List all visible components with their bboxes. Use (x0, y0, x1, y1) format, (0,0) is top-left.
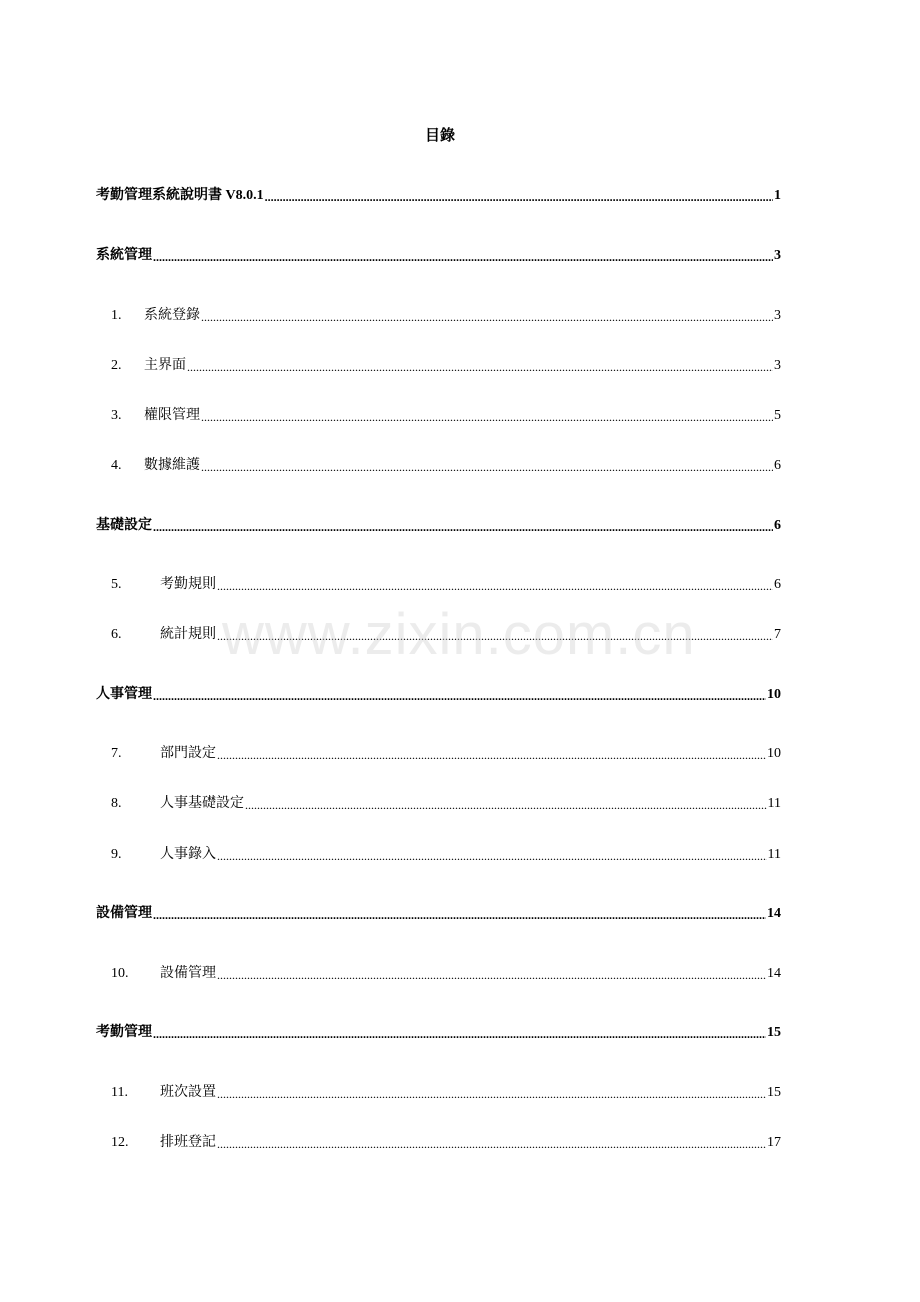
toc-entry[interactable] (96, 246, 781, 266)
toc-entry-page: 3 (774, 358, 781, 373)
watermark: www.zixin.com.cn (222, 602, 696, 667)
toc-entry-number: 7. (111, 746, 122, 761)
toc-leader-dots (217, 625, 773, 645)
toc-entry[interactable] (96, 1023, 781, 1043)
toc-entry-page: 3 (774, 248, 781, 263)
toc-entry-page: 10 (767, 746, 781, 761)
toc-entry-page: 11 (767, 847, 781, 862)
toc-entry-page: 5 (774, 408, 781, 423)
toc-entry-page: 15 (767, 1085, 781, 1100)
toc-leader-dots (153, 516, 773, 536)
toc-entry-page: 3 (774, 308, 781, 323)
toc-entry[interactable] (96, 904, 781, 924)
toc-entry-label: 系統管理 (96, 248, 152, 263)
toc-entry-number: 5. (111, 577, 122, 592)
toc-entry-number: 4. (111, 458, 122, 473)
toc-entry-number: 11. (111, 1085, 128, 1100)
toc-entry-label: 主界面 (144, 358, 186, 373)
toc-leader-dots (201, 456, 773, 476)
toc-subentry[interactable] (96, 1083, 781, 1103)
toc-entry-label: 班次設置 (160, 1085, 216, 1100)
toc-subentry[interactable] (96, 845, 781, 865)
toc-subentry[interactable] (96, 356, 781, 376)
toc-entry-label: 考勤管理 (96, 1025, 152, 1040)
toc-entry-number: 2. (111, 358, 122, 373)
toc-subentry[interactable] (96, 625, 781, 645)
toc-entry-page: 10 (767, 687, 781, 702)
toc-subentry[interactable] (96, 575, 781, 595)
toc-entry-page: 1 (774, 188, 781, 203)
toc-leader-dots (201, 406, 773, 426)
toc-subentry[interactable] (96, 794, 781, 814)
toc-entry-label: 考勤規則 (160, 577, 216, 592)
toc-leader-dots (217, 845, 767, 865)
toc-entry-page: 7 (774, 627, 781, 642)
toc-subentry[interactable] (96, 1133, 781, 1153)
toc-subentry[interactable] (96, 744, 781, 764)
toc-entry-label: 權限管理 (144, 408, 200, 423)
toc-title: 目錄 (424, 128, 455, 144)
toc-entry-label: 統計規則 (160, 627, 216, 642)
toc-entry[interactable] (96, 685, 781, 705)
toc-entry-page: 6 (774, 577, 781, 592)
toc-entry-number: 6. (111, 627, 122, 642)
toc-entry-label: 基礎設定 (96, 518, 152, 533)
toc-leader-dots (153, 1023, 766, 1043)
toc-entry-label: 數據維護 (144, 458, 200, 473)
toc-entry-page: 6 (774, 518, 781, 533)
toc-entry-number: 1. (111, 308, 122, 323)
toc-leader-dots (245, 794, 767, 814)
toc-entry-label: 人事管理 (96, 687, 152, 702)
toc-entry-label: 設備管理 (160, 966, 216, 981)
toc-leader-dots (153, 685, 766, 705)
toc-entry-page: 15 (767, 1025, 781, 1040)
toc-entry-page: 17 (767, 1135, 781, 1150)
toc-leader-dots (187, 356, 773, 376)
toc-entry-page: 14 (767, 966, 781, 981)
toc-subentry[interactable] (96, 456, 781, 476)
toc-entry-number: 8. (111, 796, 122, 811)
toc-entry-number: 12. (111, 1135, 129, 1150)
toc-leader-dots (201, 306, 773, 326)
toc-subentry[interactable] (96, 406, 781, 426)
toc-subentry[interactable] (96, 964, 781, 984)
toc-leader-dots (217, 1083, 766, 1103)
toc-leader-dots (153, 904, 766, 924)
toc-entry-label: 部門設定 (160, 746, 216, 761)
toc-leader-dots (217, 744, 766, 764)
toc-entry-label: 系統登錄 (144, 308, 200, 323)
toc-leader-dots (217, 964, 766, 984)
toc-entry-number: 10. (111, 966, 129, 981)
toc-leader-dots (217, 1133, 766, 1153)
toc-subentry[interactable] (96, 306, 781, 326)
toc-entry-label: 人事錄入 (160, 847, 216, 862)
toc-entry-label: 排班登記 (160, 1135, 216, 1150)
toc-leader-dots (153, 246, 773, 266)
toc-entry-page: 11 (767, 796, 781, 811)
toc-entry-number: 3. (111, 408, 122, 423)
toc-entry-label: 設備管理 (96, 906, 152, 921)
toc-entry-label: 考勤管理系統說明書 V8.0.1 (96, 188, 264, 203)
toc-leader-dots (217, 575, 773, 595)
toc-entry[interactable] (96, 516, 781, 536)
toc-leader-dots (265, 186, 773, 206)
toc-entry[interactable] (96, 186, 781, 206)
toc-entry-number: 9. (111, 847, 122, 862)
toc-entry-page: 14 (767, 906, 781, 921)
toc-entry-page: 6 (774, 458, 781, 473)
toc-entry-label: 人事基礎設定 (160, 796, 244, 811)
